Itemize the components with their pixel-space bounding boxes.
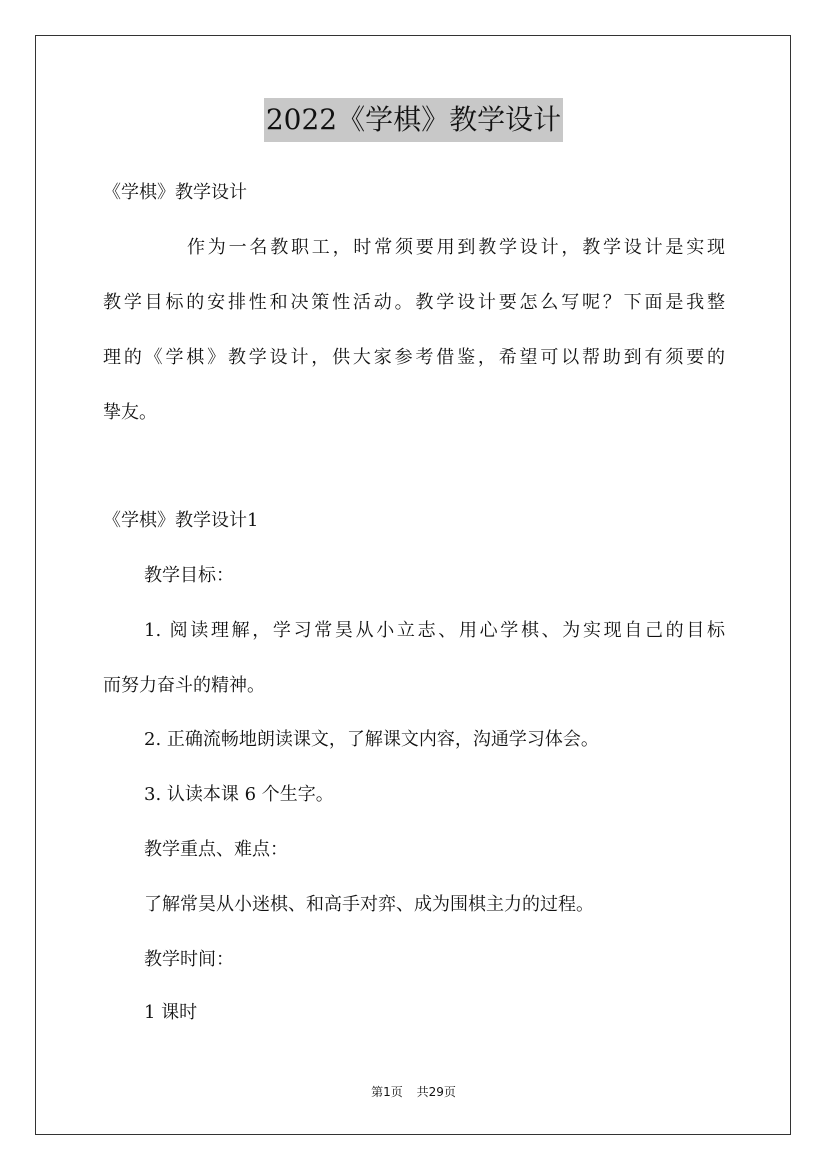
subtitle: 《学棋》教学设计 <box>103 182 247 203</box>
intro-line-1: 作为一名教职工，时常须要用到教学设计，教学设计是实现 <box>187 237 725 258</box>
key-points-label: 教学重点、难点： <box>144 839 288 860</box>
page-total: 共29页 <box>416 1085 456 1099</box>
goals-label: 教学目标： <box>144 565 234 586</box>
goal-3: 3. 认读本课 6 个生字。 <box>144 784 334 805</box>
intro-line-4: 挚友。 <box>103 402 157 423</box>
time-label: 教学时间： <box>144 949 234 970</box>
goal-1-line-2: 而努力奋斗的精神。 <box>103 675 265 696</box>
goal-1-line-1: 1. 阅读理解，学习常昊从小立志、用心学棋、为实现自己的目标 <box>144 620 725 641</box>
key-points-text: 了解常昊从小迷棋、和高手对弈、成为围棋主力的过程。 <box>144 894 594 915</box>
goal-2: 2. 正确流畅地朗读课文，了解课文内容，沟通学习体会。 <box>144 729 599 750</box>
section-heading: 《学棋》教学设计1 <box>103 510 259 531</box>
page-current: 第1页 <box>371 1085 403 1099</box>
title-container <box>0 98 827 142</box>
time-value: 1 课时 <box>144 1002 198 1023</box>
intro-line-2: 教学目标的安排性和决策性活动。教学设计要怎么写呢？下面是我整 <box>103 292 725 313</box>
document-title: 2022《学棋》教学设计 <box>264 98 563 142</box>
intro-line-3: 理的《学棋》教学设计，供大家参考借鉴，希望可以帮助到有须要的 <box>103 347 725 368</box>
page-footer <box>0 1083 827 1100</box>
